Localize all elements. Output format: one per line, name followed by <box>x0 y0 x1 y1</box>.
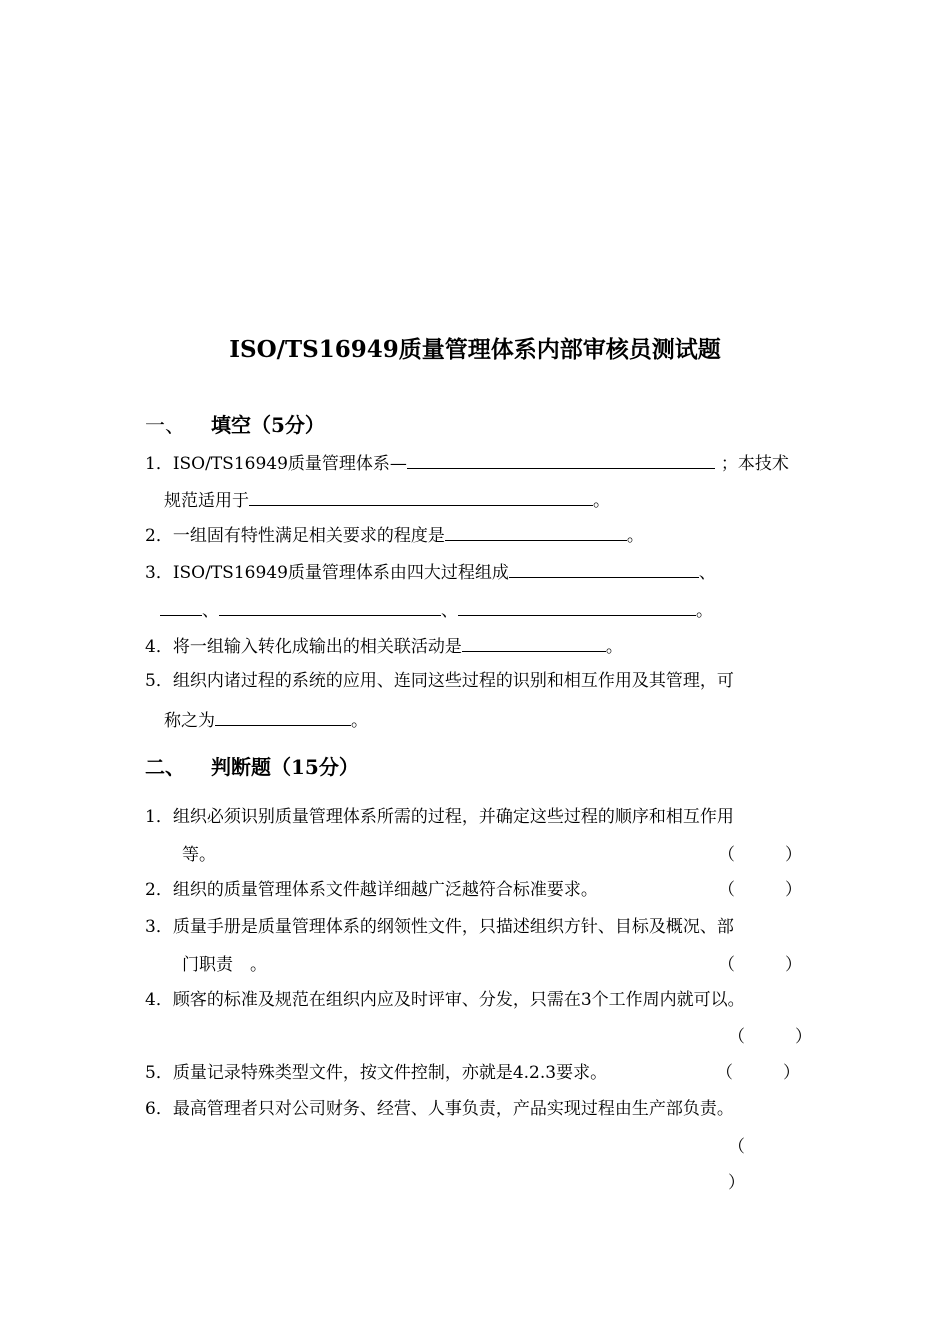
paren-open: （ <box>718 845 735 865</box>
question-text: 。 <box>593 491 610 511</box>
answer-blank[interactable] <box>219 597 441 616</box>
fill-question-1-line-1 <box>145 450 789 476</box>
fill-question-4 <box>145 633 623 659</box>
question-text: 。 <box>605 637 623 657</box>
question-text: 称之为 <box>164 711 215 731</box>
tf-question-5: 5．质量记录特殊类型文件，按文件控制，亦就是4.2.3要求。 <box>145 1063 608 1083</box>
answer-blank[interactable] <box>249 487 593 506</box>
paren-close: ） <box>785 880 802 900</box>
answer-parentheses[interactable] <box>716 1061 800 1085</box>
question-text: 4．将一组输入转化成输出的相关联活动是 <box>145 637 462 657</box>
answer-blank[interactable] <box>407 450 715 469</box>
paren-close: ） <box>785 845 802 865</box>
section-2-heading <box>145 753 359 781</box>
fill-question-2 <box>145 522 644 548</box>
paren-close: ） <box>783 1063 800 1083</box>
tf-question-6: 6．最高管理者只对公司财务、经营、人事负责，产品实现过程由生产部负责。 <box>145 1099 734 1119</box>
section-1-heading <box>145 411 325 439</box>
answer-parentheses[interactable] <box>728 1025 812 1049</box>
paren-close: ） <box>795 1027 812 1047</box>
fill-question-5-line-1 <box>145 669 734 693</box>
answer-paren-open[interactable]: （ <box>728 1137 745 1157</box>
question-text: 3．ISO/TS16949质量管理体系由四大过程组成 <box>145 563 509 583</box>
answer-blank[interactable] <box>462 633 606 652</box>
answer-blank[interactable] <box>215 707 351 726</box>
fill-question-3-line-1 <box>145 559 716 585</box>
paren-open: （ <box>728 1027 745 1047</box>
question-text: 1．ISO/TS16949质量管理体系— <box>145 454 407 474</box>
answer-parentheses[interactable] <box>718 878 802 902</box>
paren-close: ） <box>785 955 802 975</box>
tf-question-1-line-2: 等。 <box>182 845 216 865</box>
tf-question-4: 4．顾客的标准及规范在组织内应及时评审、分发，只需在3个工作周内就可以。 <box>145 990 745 1010</box>
document-title: ISO/TS16949质量管理体系内部审核员测试题 <box>229 336 721 363</box>
fill-question-1-line-2 <box>164 487 610 513</box>
question-text: 、 <box>698 563 716 583</box>
answer-parentheses[interactable] <box>718 843 802 867</box>
fill-question-3-line-2 <box>160 597 713 623</box>
paren-open: （ <box>716 1063 733 1083</box>
question-text: 。 <box>626 526 644 546</box>
question-text: 。 <box>696 601 713 621</box>
question-text: 2．一组固有特性满足相关要求的程度是 <box>145 526 445 546</box>
section-1-title: 填空（5分） <box>211 413 325 437</box>
answer-blank[interactable] <box>509 559 699 578</box>
section-1-number: 一、 <box>145 413 185 437</box>
fill-question-5-line-2 <box>164 707 368 733</box>
paren-open: （ <box>718 955 735 975</box>
question-text: ；本技术 <box>720 454 789 474</box>
answer-blank[interactable] <box>458 597 696 616</box>
question-text: 规范适用于 <box>164 491 249 511</box>
tf-question-1-line-1: 1．组织必须识别质量管理体系所需的过程，并确定这些过程的顺序和相互作用 <box>145 807 734 827</box>
tf-question-2: 2．组织的质量管理体系文件越详细越广泛越符合标准要求。 <box>145 880 598 900</box>
question-text: 、 <box>202 601 219 621</box>
question-text: 、 <box>441 601 458 621</box>
answer-blank[interactable] <box>160 597 202 616</box>
answer-paren-close[interactable]: ） <box>728 1173 745 1193</box>
tf-question-3-line-2: 门职责 。 <box>182 955 267 975</box>
section-2-title: 判断题（15分） <box>211 755 359 779</box>
question-text: 5．组织内诸过程的系统的应用、连同这些过程的识别和相互作用及其管理，可 <box>145 671 734 691</box>
section-2-number: 二、 <box>145 755 185 779</box>
tf-question-3-line-1: 3．质量手册是质量管理体系的纲领性文件，只描述组织方针、目标及概况、部 <box>145 917 734 937</box>
question-text: 。 <box>351 711 368 731</box>
answer-parentheses[interactable] <box>718 953 802 977</box>
answer-blank[interactable] <box>445 522 627 541</box>
paren-open: （ <box>718 880 735 900</box>
